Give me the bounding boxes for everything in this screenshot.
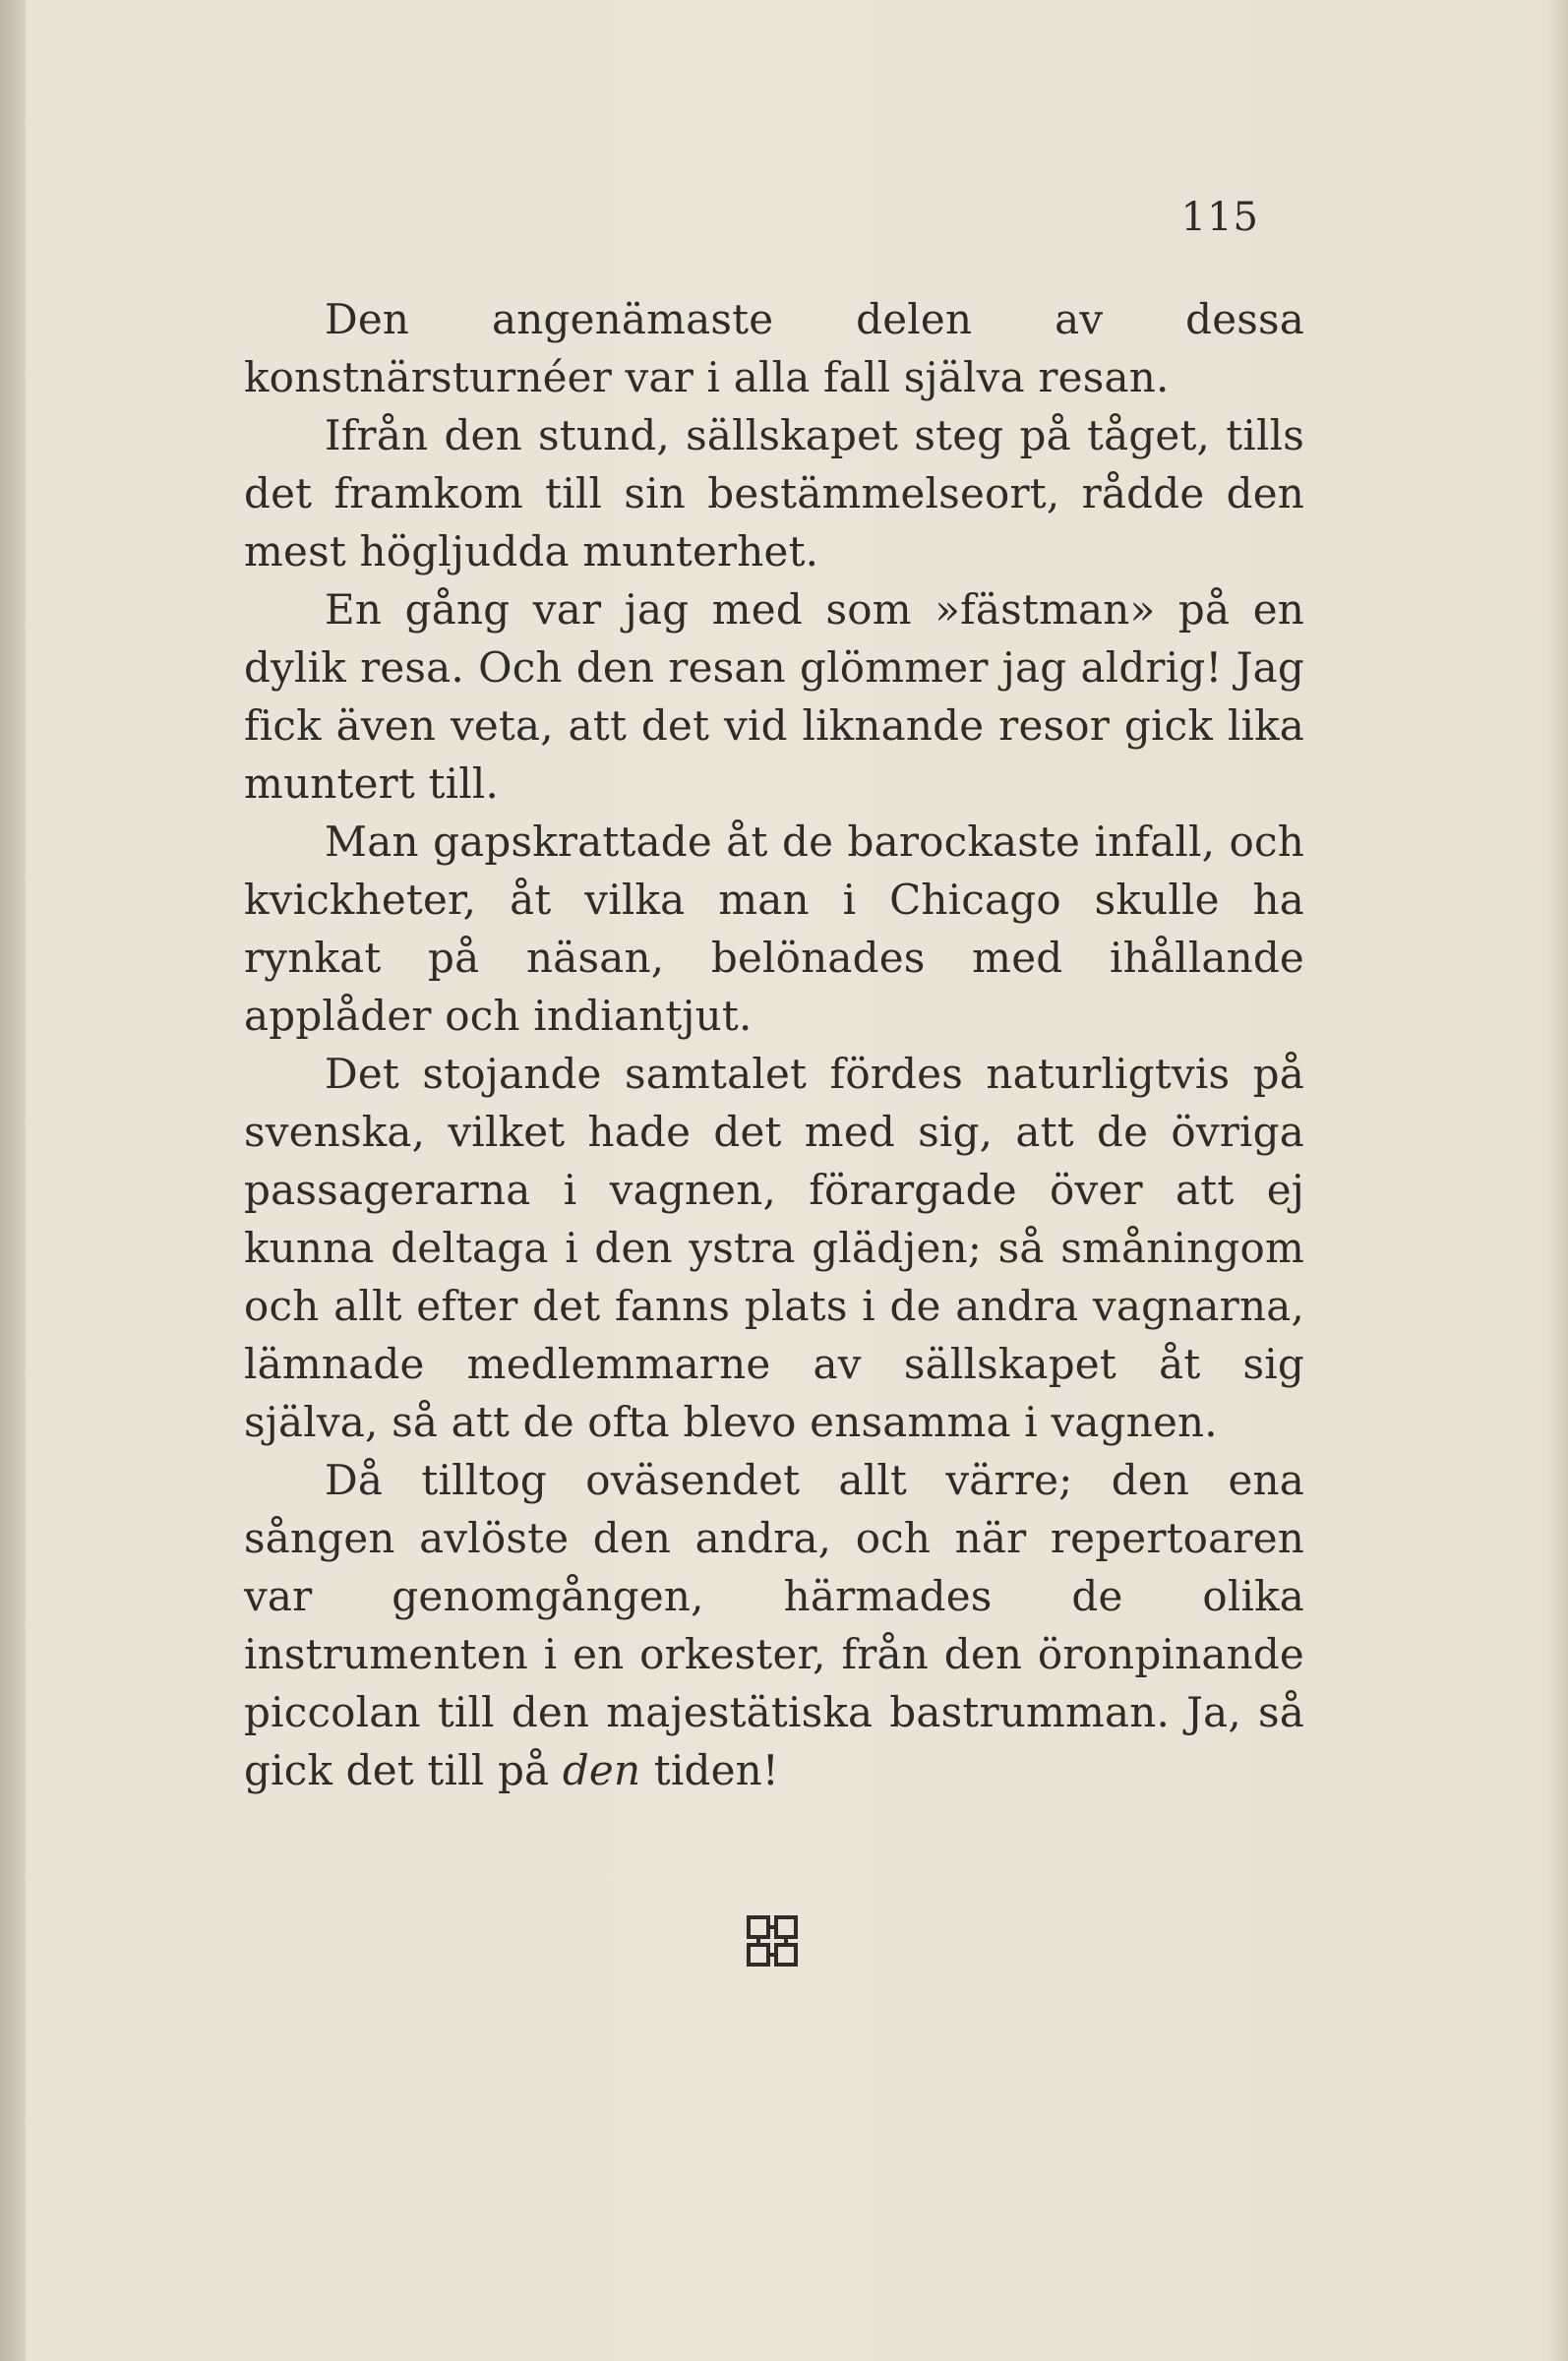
ornament-icon [744, 1912, 801, 1969]
paragraph-3: En gång var jag med som »fästman» på en dylik resa. Och den resan glömmer jag aldrig! Jag fick även veta, att det vid liknande resor gick lika muntert till. [244, 585, 1304, 808]
body-text [244, 290, 1304, 1799]
page-left-edge [0, 0, 26, 2361]
paragraph-6 [244, 1451, 1304, 1799]
paragraph-1: Den angenämaste delen av dessa konstnärsturnéer var i alla fall själva resan. [244, 295, 1304, 401]
paragraph-6-ending: tiden! [640, 1746, 779, 1794]
paragraph-4: Man gapskrattade åt de barockaste infall, och kvickheter, åt vilka man i Chicago skulle ha rynkat på näsan, belönades med ihållande applåder och indiantjut. [244, 817, 1304, 1040]
page-right-edge [1548, 0, 1568, 2361]
paragraph-2: Ifrån den stund, sällskapet steg på tåget, tills det framkom till sin bestämmelseort, rådde den mest högljudda munterhet. [244, 411, 1304, 575]
paragraph-6-text: Då tilltog oväsendet allt värre; den ena sången avlöste den andra, och när repertoaren var genomgången, härmades de olika instrumenten i en orkester, från den öronpinande piccolan till den majestätiska bastrumman. Ja, så gick det till på [244, 1456, 1304, 1794]
page-number: 115 [1180, 195, 1259, 240]
paragraph-5: Det stojande samtalet fördes naturligtvis på svenska, vilket hade det med sig, att de övriga passagerarna i vagnen, förargade över att ej kunna deltaga i den ystra glädjen; så småningom och allt efter det fanns plats i de andra vagnarna, lämnade medlemmarne av sällskapet åt sig själva, så att de ofta blevo ensamma i vagnen. [244, 1050, 1304, 1446]
emphasized-word: den [562, 1746, 641, 1794]
